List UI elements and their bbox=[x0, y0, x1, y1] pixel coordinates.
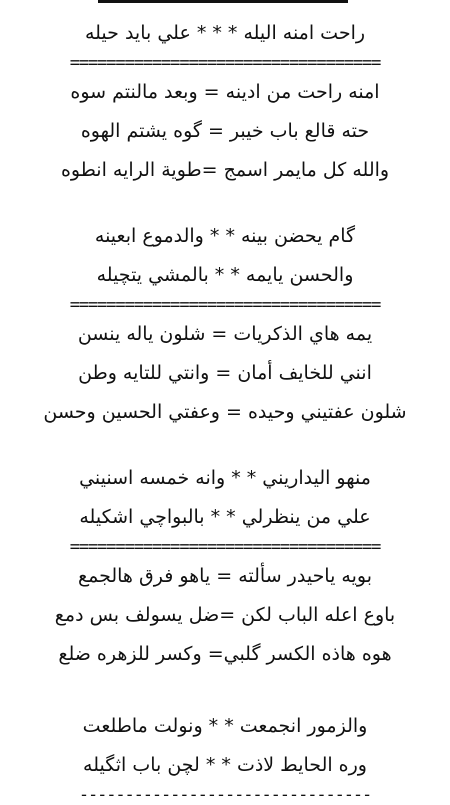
couplet-line: والزمور انجمعت * * ونولت ماطلعت bbox=[82, 715, 368, 737]
verse-line: حته قالع باب خيبر = گوه يشتم الهوه bbox=[80, 120, 370, 142]
separator: ================================== bbox=[69, 295, 381, 315]
couplet-line: منهو اليداريني * * وانه خمسه اسنيني bbox=[79, 467, 371, 489]
separator: ================================== bbox=[69, 537, 381, 557]
poem-title-line: راحت امنه اليله * * * علي بايد حيله bbox=[84, 22, 366, 44]
verse-line: بويه ياحيدر سألته = ياهو فرق هالجمع bbox=[77, 565, 373, 587]
stanza-gap bbox=[0, 674, 450, 707]
couplet-line: والحسن يايمه * * بالمشي يتچيله bbox=[96, 264, 354, 286]
verse-line: انني للخايف أمان = وانتي للتايه وطن bbox=[78, 362, 372, 384]
couplet-line: وره الحايط لاذت * * لچن باب اثگيله bbox=[83, 754, 367, 776]
verse-line: امنه راحت من ادينه = وبعد مالنتم سوه bbox=[70, 81, 380, 103]
dash-separator: -------------------------------- bbox=[78, 785, 372, 805]
poem bbox=[0, 14, 450, 805]
top-rule bbox=[98, 0, 348, 3]
verse-line: والله كل مايمر اسمج =طوية الرايه انطوه bbox=[60, 159, 390, 181]
verse-line: باوع اعله الباب لكن =ضل يسولف بس دمع bbox=[54, 604, 396, 626]
separator: ================================== bbox=[69, 53, 381, 73]
couplet-line: علي من ينظرلي * * بالبواچي اشكيله bbox=[79, 506, 371, 528]
verse-line: يمه هاي الذكريات = شلون ياله ينسن bbox=[77, 323, 373, 345]
stanza-gap bbox=[0, 432, 450, 459]
stanza-gap bbox=[0, 190, 450, 217]
couplet-line: گام يحضن بينه * * والدموع ابعينه bbox=[94, 225, 356, 247]
verse-line: شلون عفتيني وحيده = وعفتي الحسين وحسن bbox=[43, 401, 407, 423]
verse-line: هوه هاذه الكسر گلبي= وكسر للزهره ضلع bbox=[58, 643, 392, 665]
